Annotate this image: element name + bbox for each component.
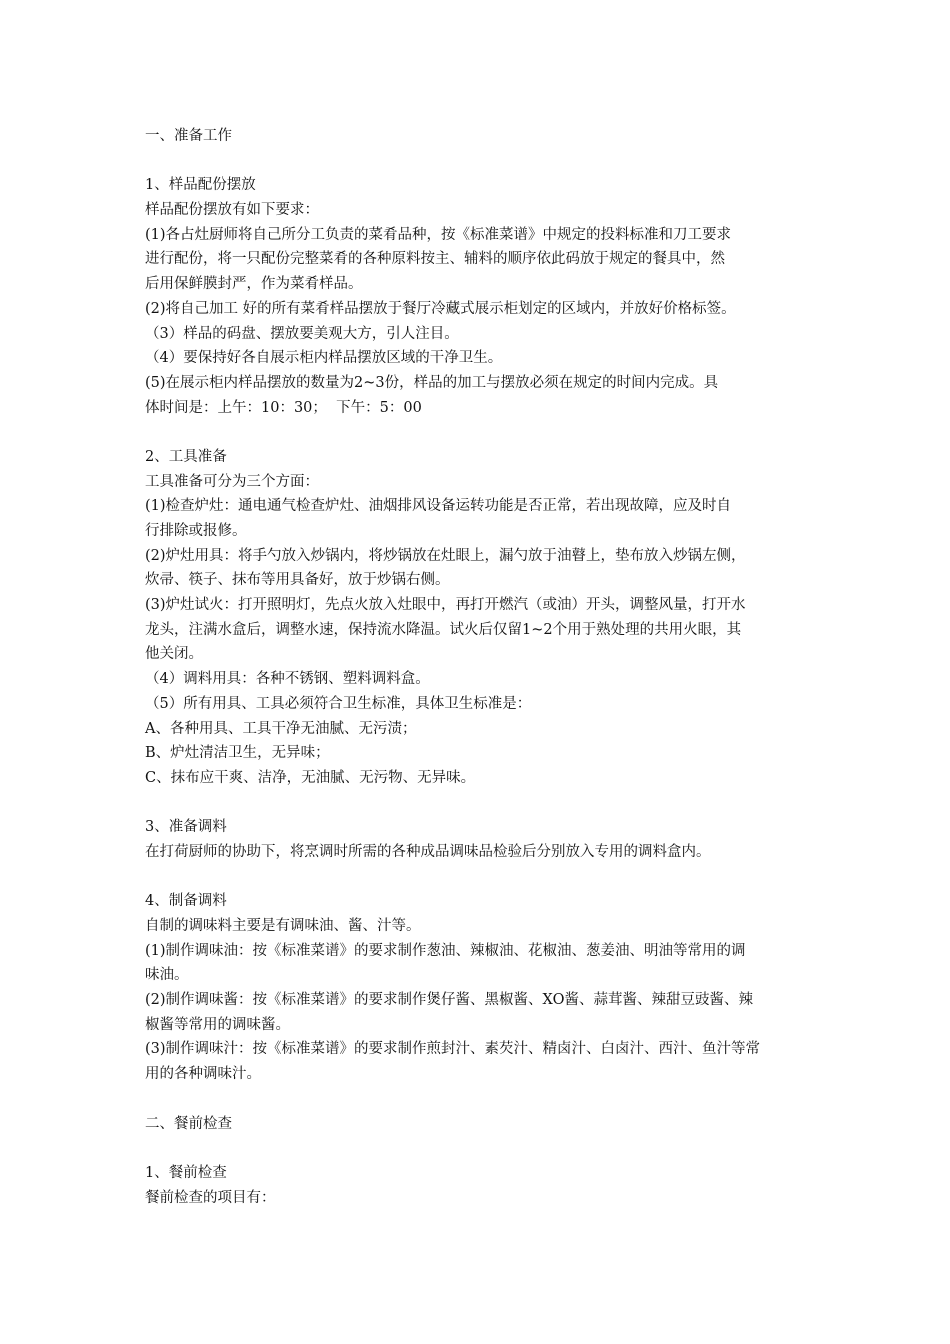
blank-line xyxy=(145,865,825,890)
text-line: 用的各种调味汁。 xyxy=(145,1066,261,1083)
text-line: (1)各占灶厨师将自己所分工负责的菜肴品种，按《标准菜谱》中规定的投料标准和刀工要求 xyxy=(145,226,732,243)
text-line: 二、餐前检查 xyxy=(145,1115,232,1132)
text-line: 餐前检查的项目有： xyxy=(145,1189,276,1206)
text-line: 样品配份摆放有如下要求： xyxy=(145,202,319,219)
text-line: （4）调料用具：各种不锈钢、塑料调料盒。 xyxy=(145,671,430,688)
text-line: A、各种用具、工具干净无油腻、无污渍； xyxy=(145,720,417,737)
text-line: (3)制作调味汁：按《标准菜谱》的要求制作煎封汁、素芡汁、精卤汁、白卤汁、西汁、鱼汁等常 xyxy=(145,1041,761,1058)
text-line: B、炉灶清洁卫生，无异味； xyxy=(145,745,330,762)
text-line: 进行配份，将一只配份完整菜肴的各种原料按主、辅料的顺序依此码放于规定的餐具中，然 xyxy=(145,251,725,268)
text-line: 行排除或报修。 xyxy=(145,523,247,539)
text-line: 2、工具准备 xyxy=(145,448,227,465)
text-line: （4）要保持好各自展示柜内样品摆放区域的干净卫生。 xyxy=(145,350,503,367)
text-line: 他关闭。 xyxy=(145,646,203,663)
text-line: 炊帚、筷子、抹布等用具备好，放于炒锅右侧。 xyxy=(145,572,450,589)
text-line: (5)在展示柜内样品摆放的数量为2~3份，样品的加工与摆放必须在规定的时间内完成。具 xyxy=(145,374,719,391)
text-line: 3、准备调料 xyxy=(145,819,227,836)
text-line: C、抹布应干爽、洁净，无油腻、无污物、无异味。 xyxy=(145,769,476,786)
text-line: 椒酱等常用的调味酱。 xyxy=(145,1016,290,1033)
text-line: 1、样品配份摆放 xyxy=(145,177,256,194)
text-line: (3)炉灶试火：打开照明灯，先点火放入灶眼中，再打开燃汽（或油）开头，调整风量，打开水 xyxy=(145,597,746,614)
blank-line xyxy=(145,420,825,445)
text-line: 龙头，注满水盒后，调整水速，保持流水降温。试火后仅留1~2个用于熟处理的共用火眼，其 xyxy=(145,621,742,638)
text-line: 1、餐前检查 xyxy=(145,1164,227,1181)
text-line: (2)炉灶用具：将手勺放入炒锅内，将炒锅放在灶眼上，漏勺放于油瞽上，垫布放入炒锅左侧， xyxy=(145,547,746,564)
blank-line xyxy=(145,1087,825,1112)
blank-line xyxy=(145,149,825,174)
text-line: (2)制作调味酱：按《标准菜谱》的要求制作煲仔酱、黑椒酱、XO酱、蒜茸酱、辣甜豆豉酱、辣 xyxy=(145,992,753,1009)
text-line: 后用保鲜膜封严，作为菜肴样品。 xyxy=(145,276,363,293)
text-line: 一、准备工作 xyxy=(145,128,232,144)
text-line: 4、制备调料 xyxy=(145,893,227,910)
text-line: (2)将自己加工 好的所有菜肴样品摆放于餐厅冷藏式展示柜划定的区域内，并放好价格标签。 xyxy=(145,300,736,317)
text-line: （3）样品的码盘、摆放要美观大方，引人注目。 xyxy=(145,325,459,342)
text-line: 工具准备可分为三个方面： xyxy=(145,473,319,490)
text-line: 自制的调味料主要是有调味油、酱、汁等。 xyxy=(145,918,421,934)
text-line: 味油。 xyxy=(145,967,189,984)
blank-line xyxy=(145,1136,825,1161)
text-line: 体时间是：上午：10：30； 下午：5：00 xyxy=(145,399,422,416)
text-line: （5）所有用具、工具必须符合卫生标准，具体卫生标准是： xyxy=(145,695,532,712)
text-line: (1)制作调味油：按《标准菜谱》的要求制作葱油、辣椒油、花椒油、葱姜油、明油等常用的调 xyxy=(145,942,746,959)
text-line: (1)检查炉灶：通电通气检查炉灶、油烟排风设备运转功能是否正常，若出现故障，应及时自 xyxy=(145,498,732,515)
text-line: 在打荷厨师的协助下，将烹调时所需的各种成品调味品检验后分别放入专用的调料盒内。 xyxy=(145,843,711,860)
document-body xyxy=(145,124,825,1210)
blank-line xyxy=(145,791,825,816)
